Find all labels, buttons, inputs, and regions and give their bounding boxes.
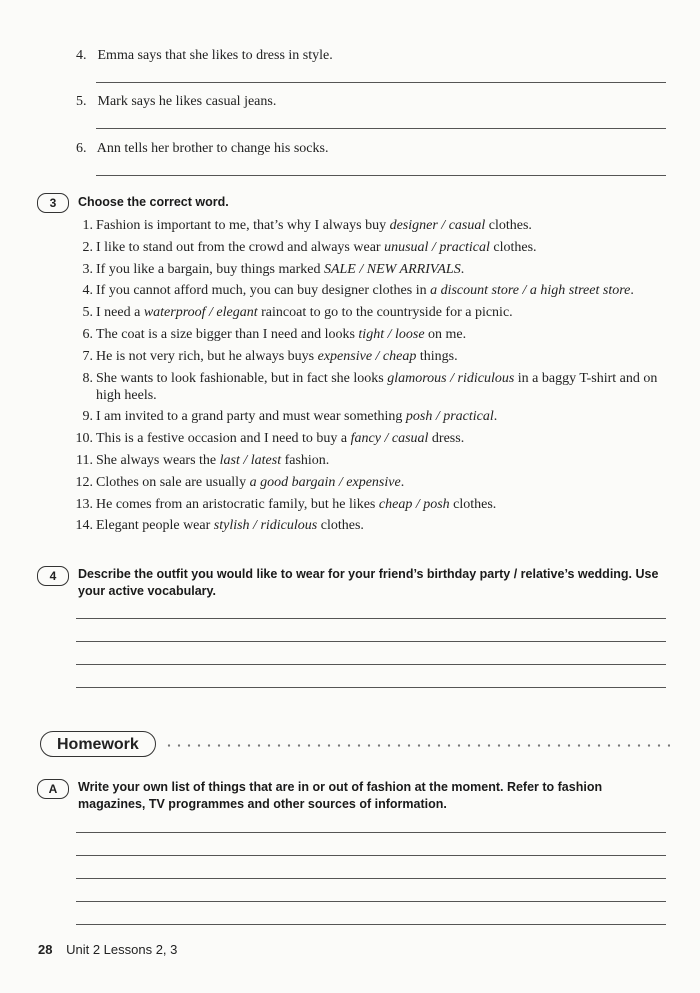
item-number: 6. (82, 326, 93, 342)
sentence-text: The coat is a size bigger than I need and looks (96, 326, 359, 342)
sentence-text: . (400, 474, 405, 490)
answer-line[interactable] (76, 901, 666, 902)
answer-line[interactable] (96, 128, 666, 129)
item-number: 4. (82, 283, 93, 299)
exercise-4-title: Describe the outfit you would like to wear for your friend’s birthday party / relative’s wedding. Use your active vocabulary. (78, 567, 659, 598)
answer-line[interactable] (76, 878, 666, 879)
item-number: 1. (82, 218, 93, 233)
word-choice[interactable]: glamorous / ridiculous (387, 370, 515, 386)
sentence-text: I like to stand out from the crowd and always wear (96, 239, 385, 255)
item-number: 11. (76, 452, 93, 468)
sentence-text: clothes. (449, 496, 497, 512)
item-number: 8. (82, 370, 93, 386)
homework-heading: Homework (40, 731, 156, 757)
sentence-text: If you cannot afford much, you can buy designer clothes in (96, 283, 431, 299)
item-text: Mark says he likes casual jeans. (97, 94, 277, 109)
sentence-text: This is a festive occasion and I need to buy a (96, 431, 351, 447)
exercise-3-item (70, 326, 680, 343)
sentence-text: . (630, 283, 634, 299)
item-number: 12. (75, 474, 93, 490)
exercise-3-list (70, 217, 680, 539)
item-number: 5. (76, 94, 87, 109)
sentence-text: things. (416, 348, 458, 364)
sentence-text: on me. (424, 326, 467, 342)
exercise-3-item (70, 517, 680, 534)
item-text: Ann tells her brother to change his socks. (96, 141, 329, 156)
exercise-3-item (70, 452, 680, 469)
word-choice[interactable]: cheap / posh (378, 496, 450, 512)
sentence-text: He is not very rich, but he always buys (96, 348, 318, 364)
sentence-text: . (460, 261, 465, 277)
sentence-text: Clothes on sale are usually (96, 474, 250, 490)
item-number: 7. (82, 348, 93, 364)
word-choice[interactable]: a good bargain / expensive (249, 474, 401, 490)
sentence-text: dress. (428, 431, 465, 447)
item-number: 13. (75, 496, 93, 512)
sentence-text: He comes from an aristocratic family, but he likes (96, 496, 379, 512)
sentence-text: Fashion is important to me, that’s why I always buy (96, 218, 390, 233)
word-choice[interactable]: designer / casual (389, 218, 486, 233)
exercise-3-item (70, 430, 680, 447)
item-text: Emma says that she likes to dress in style. (97, 48, 333, 63)
sentence-text: Elegant people wear (96, 518, 214, 534)
answer-line[interactable] (76, 664, 666, 665)
item-number: 4. (76, 48, 87, 63)
exercise-3-item (70, 370, 680, 404)
item-number: 3. (82, 261, 93, 277)
answer-line[interactable] (76, 924, 666, 925)
top-item (76, 48, 333, 64)
exercise-3-item (70, 474, 680, 491)
sentence-text: clothes. (489, 239, 537, 255)
word-choice[interactable]: waterproof / elegant (143, 305, 258, 321)
sentence-text: clothes. (317, 518, 364, 534)
exercise-3-item (70, 282, 680, 299)
exercise-3-item (70, 261, 680, 278)
sentence-text: raincoat to go to the countryside for a picnic. (257, 305, 513, 321)
answer-line[interactable] (76, 618, 666, 619)
sentence-text: If you like a bargain, buy things marked (96, 261, 324, 277)
homework-a-badge: A (37, 779, 69, 799)
word-choice[interactable]: posh / practical (405, 409, 494, 425)
unit-lessons: Unit 2 Lessons 2, 3 (66, 942, 178, 957)
item-number: 6. (76, 141, 87, 156)
answer-line[interactable] (76, 687, 666, 688)
item-number: 9. (82, 409, 93, 425)
answer-line[interactable] (76, 832, 666, 833)
answer-line[interactable] (96, 82, 666, 83)
exercise-3-item (70, 239, 680, 256)
word-choice[interactable]: SALE / NEW ARRIVALS (323, 261, 461, 277)
sentence-text: She wants to look fashionable, but in fact she looks (96, 370, 388, 386)
item-number: 5. (82, 305, 93, 321)
sentence-text: clothes. (485, 218, 532, 233)
sentence-text: . (493, 409, 498, 425)
item-number: 10. (75, 431, 93, 447)
exercise-3-item (70, 304, 680, 321)
sentence-text: I need a (96, 305, 144, 321)
page-number: 28 (38, 942, 53, 957)
sentence-text: fashion. (281, 452, 330, 468)
answer-line[interactable] (76, 641, 666, 642)
word-choice[interactable]: tight / loose (358, 326, 425, 342)
word-choice[interactable]: stylish / ridiculous (213, 518, 318, 534)
sentence-text: I am invited to a grand party and must wear something (96, 409, 406, 425)
sentence-text: in a baggy T-shirt and on high heels. (96, 370, 658, 403)
exercise-3-title: Choose the correct word. (78, 195, 229, 209)
exercise-4-badge: 4 (37, 566, 69, 586)
answer-line[interactable] (96, 175, 666, 176)
exercise-3-item (70, 408, 680, 425)
word-choice[interactable]: last / latest (219, 452, 282, 468)
exercise-3-item (70, 348, 680, 365)
word-choice[interactable]: unusual / practical (384, 239, 490, 255)
exercise-3-item (70, 496, 680, 513)
exercise-3-item (70, 217, 680, 234)
exercise-3-badge: 3 (37, 193, 69, 213)
homework-a-title: Write your own list of things that are in or out of fashion at the moment. Refer to fashion magazines, TV programmes and other sources of information. (78, 780, 603, 811)
item-number: 2. (82, 239, 93, 255)
top-item (76, 94, 276, 110)
dotted-divider (164, 744, 670, 747)
page-footer (38, 942, 177, 957)
word-choice[interactable]: fancy / casual (350, 431, 429, 447)
sentence-text: She always wears the (96, 452, 220, 468)
top-item (76, 141, 328, 157)
answer-line[interactable] (76, 855, 666, 856)
item-number: 14. (75, 518, 93, 534)
word-choice[interactable]: a discount store / a high street store (430, 283, 631, 299)
word-choice[interactable]: expensive / cheap (317, 348, 417, 364)
